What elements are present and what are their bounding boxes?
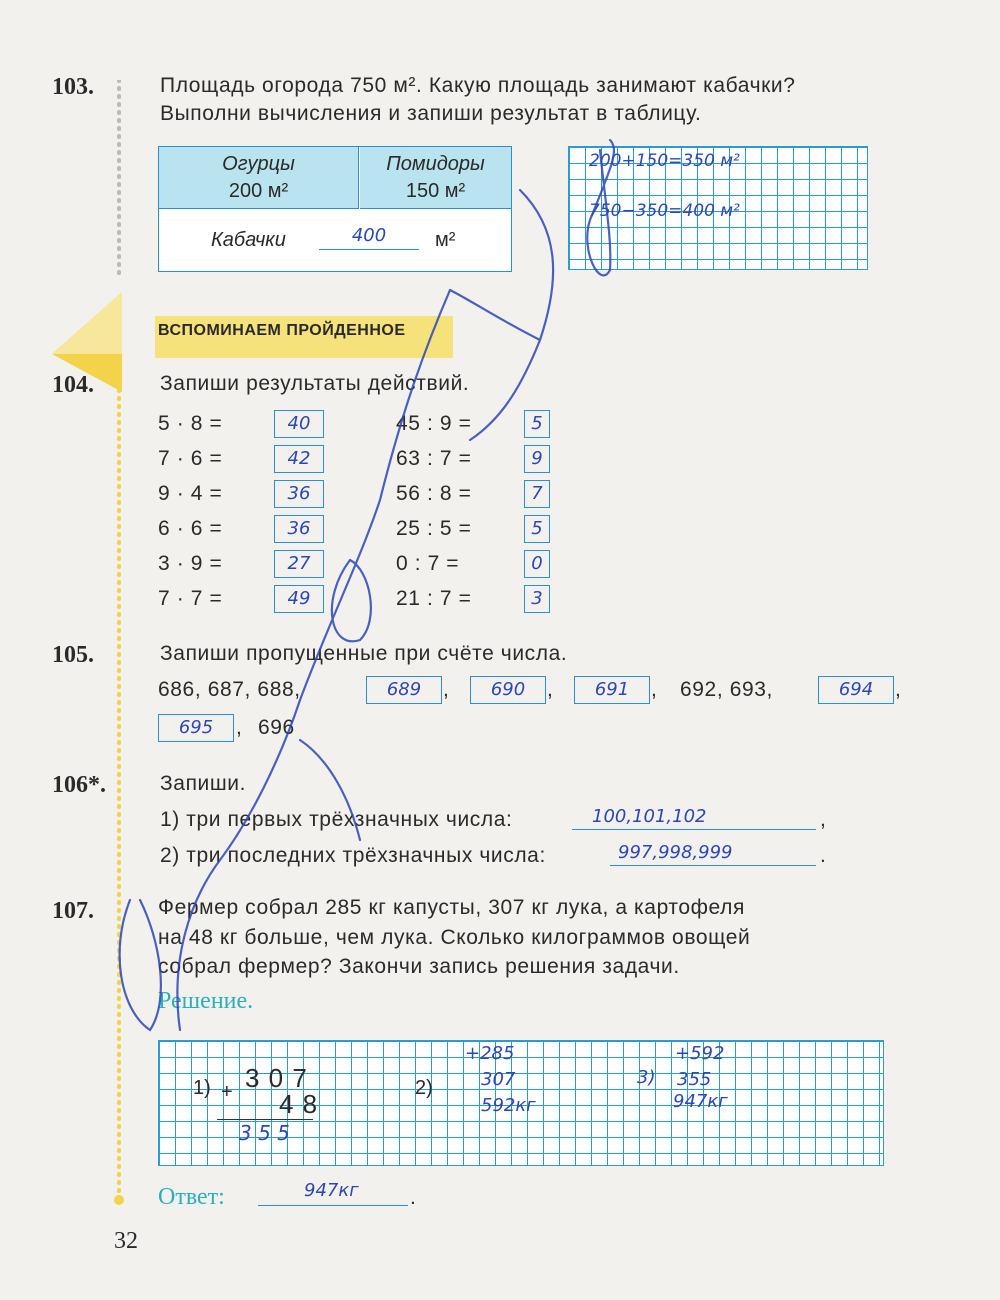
answer-box-left-0[interactable]: 40 xyxy=(274,410,324,438)
answer-box-right-0[interactable]: 5 xyxy=(524,410,550,438)
comma: , xyxy=(547,678,554,701)
task-107-number: 107. xyxy=(52,898,94,924)
period: . xyxy=(410,1186,417,1209)
zucchini-unit: м² xyxy=(435,229,456,251)
step2-result: 592кг xyxy=(481,1095,536,1116)
tomatoes-value: 150 м² xyxy=(405,180,466,202)
comma: , xyxy=(236,716,243,739)
answer-box-left-5[interactable]: 49 xyxy=(274,585,324,613)
step3-a: +592 xyxy=(675,1043,725,1064)
step1-rule xyxy=(217,1119,313,1120)
answer-box-left-1[interactable]: 42 xyxy=(274,445,324,473)
expression-left-1: 7 · 6 = xyxy=(158,447,223,470)
page-number: 32 xyxy=(114,1228,138,1254)
answer-box-695[interactable]: 695 xyxy=(158,714,234,742)
expression-right-0: 45 : 9 = xyxy=(396,412,472,435)
expression-right-5: 21 : 7 = xyxy=(396,587,472,610)
step3-result: 947кг xyxy=(673,1091,728,1112)
expression-left-4: 3 · 9 = xyxy=(158,552,223,575)
section-title: ВСПОМИНАЕМ ПРОЙДЕННОЕ xyxy=(158,322,406,339)
step3-label: 3) xyxy=(637,1067,656,1088)
task-106-number: 106*. xyxy=(52,772,106,798)
solution-label: Решение. xyxy=(158,988,254,1014)
task-107-line3: собрал фермер? Закончи запись решения задачи. xyxy=(158,955,680,978)
step3-b: 355 xyxy=(677,1069,712,1090)
task-107-line1: Фермер собрал 285 кг капусты, 307 кг лука, а картофеля xyxy=(158,896,745,919)
step1-a: 3 0 7 xyxy=(245,1063,308,1093)
tomatoes-label: Помидоры xyxy=(386,153,485,175)
cucumbers-value: 200 м² xyxy=(228,180,289,202)
task-106-item1: 1) три первых трёхзначных числа: xyxy=(160,808,513,831)
answer-box-left-3[interactable]: 36 xyxy=(274,515,324,543)
task-104-number: 104. xyxy=(52,372,94,398)
cucumbers-label: Огурцы xyxy=(222,153,295,175)
comma: , xyxy=(443,678,450,701)
margin-dots xyxy=(112,80,126,1210)
step2-b: 307 xyxy=(481,1069,516,1090)
task-105-instruction: Запиши пропущенные при счёте числа. xyxy=(160,642,568,665)
comma: , xyxy=(651,678,658,701)
expression-left-2: 9 · 4 = xyxy=(158,482,223,505)
answer-box-left-4[interactable]: 27 xyxy=(274,550,324,578)
answer-box-690[interactable]: 690 xyxy=(470,676,546,704)
answer-box-right-3[interactable]: 5 xyxy=(524,515,550,543)
step2-label: 2) xyxy=(415,1077,433,1099)
work-line-2: 750−350=400 м² xyxy=(589,201,740,221)
answer-box-689[interactable]: 689 xyxy=(366,676,442,704)
area-table xyxy=(158,146,512,272)
task-105-printed-3: 696 xyxy=(258,716,295,739)
expression-right-3: 25 : 5 = xyxy=(396,517,472,540)
expression-right-4: 0 : 7 = xyxy=(396,552,460,575)
comma: , xyxy=(820,808,827,831)
task-103-work-grid xyxy=(568,146,868,270)
expression-right-2: 56 : 8 = xyxy=(396,482,472,505)
step2-a: +285 xyxy=(465,1043,515,1064)
period: . xyxy=(820,844,827,867)
zucchini-label: Кабачки xyxy=(211,229,286,251)
final-answer-line[interactable]: 947кг xyxy=(258,1180,408,1206)
answer-box-right-1[interactable]: 9 xyxy=(524,445,550,473)
expression-right-1: 63 : 7 = xyxy=(396,447,472,470)
task-105-number: 105. xyxy=(52,642,94,668)
answer-box-left-2[interactable]: 36 xyxy=(274,480,324,508)
answer-label: Ответ: xyxy=(158,1184,225,1210)
plus-sign: + xyxy=(221,1081,233,1103)
task-106-item2: 2) три последних трёхзначных числа: xyxy=(160,844,546,867)
step1-result: 3 5 5 xyxy=(239,1121,290,1145)
answer-box-694[interactable]: 694 xyxy=(818,676,894,704)
task-103-line1: Площадь огорода 750 м². Какую площадь занимают кабачки? xyxy=(160,74,796,97)
answer-box-right-5[interactable]: 3 xyxy=(524,585,550,613)
answer-box-691[interactable]: 691 xyxy=(574,676,650,704)
step1-b: 4 8 xyxy=(279,1089,319,1119)
work-line-1: 200+150=350 м² xyxy=(589,151,740,171)
task-103-number: 103. xyxy=(52,74,94,100)
comma: , xyxy=(895,678,902,701)
step1-label: 1) xyxy=(193,1077,211,1099)
answer-line-1[interactable]: 100,101,102 xyxy=(572,806,816,830)
expression-left-3: 6 · 6 = xyxy=(158,517,223,540)
solution-grid xyxy=(158,1040,884,1166)
task-107-line2: на 48 кг больше, чем лука. Сколько килограммов овощей xyxy=(158,926,751,949)
zucchini-answer[interactable]: 400 xyxy=(319,225,419,250)
task-105-printed-1: 686, 687, 688, xyxy=(158,678,301,701)
task-104-instruction: Запиши результаты действий. xyxy=(160,372,470,395)
answer-box-right-4[interactable]: 0 xyxy=(524,550,550,578)
expression-left-0: 5 · 8 = xyxy=(158,412,223,435)
task-106-instruction: Запиши. xyxy=(160,772,247,795)
answer-line-2[interactable]: 997,998,999 xyxy=(610,842,816,866)
answer-box-right-2[interactable]: 7 xyxy=(524,480,550,508)
task-105-printed-2: 692, 693, xyxy=(680,678,773,701)
task-103-line2: Выполни вычисления и запиши результат в таблицу. xyxy=(160,102,702,125)
expression-left-5: 7 · 7 = xyxy=(158,587,223,610)
